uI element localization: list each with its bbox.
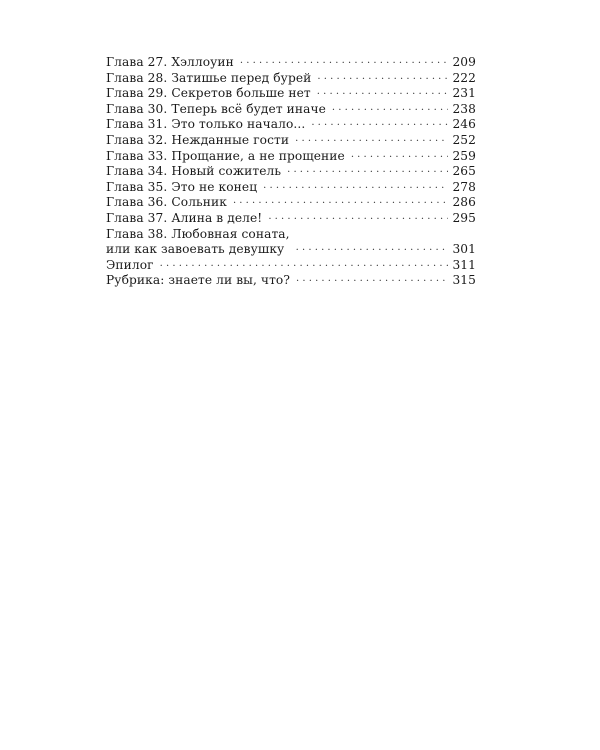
toc-entry-page: 295 (452, 210, 476, 225)
toc-entry[interactable] (106, 273, 476, 289)
toc-entry-title: Глава 32. Нежданные гости (106, 132, 290, 147)
toc-entry-title-line2: или как завоевать девушку (106, 242, 285, 257)
toc-entry-page: 286 (452, 195, 476, 210)
dot-leader (287, 162, 448, 178)
toc-entry-page: 301 (452, 242, 476, 257)
dot-leader (317, 84, 449, 100)
toc-entry-title: Глава 30. Теперь всё будет иначе (106, 101, 326, 116)
toc-entry-title: Глава 37. Алина в деле! (106, 210, 263, 225)
toc-entry-page: 315 (452, 273, 476, 288)
toc-entry-page: 259 (452, 148, 476, 163)
dot-leader (240, 53, 449, 69)
toc-entry-page: 209 (452, 55, 476, 69)
dot-leader (296, 271, 448, 287)
toc-entry-title: Глава 31. Это только начало... (106, 117, 306, 132)
toc-entry-page: 265 (452, 164, 476, 179)
dot-leader (233, 193, 448, 209)
toc-entry-page: 231 (452, 86, 476, 101)
toc-entry-page: 222 (452, 70, 476, 85)
dot-leader (268, 209, 448, 225)
table-of-contents (106, 55, 476, 289)
dot-leader (317, 69, 448, 85)
toc-entry-title: Глава 28. Затишье перед бурей (106, 70, 312, 85)
dot-leader (351, 147, 449, 163)
dot-leader (295, 131, 448, 147)
dot-leader (332, 100, 449, 116)
toc-entry-title: Эпилог (106, 257, 154, 272)
toc-entry-page: 311 (452, 257, 476, 272)
toc-entry-title: Рубрика: знаете ли вы, что? (106, 273, 290, 288)
toc-entry[interactable] (106, 227, 476, 258)
dot-leader (296, 240, 449, 256)
toc-entry-title: Глава 36. Сольник (106, 195, 227, 210)
toc-entry-title: Глава 29. Секретов больше нет (106, 86, 311, 101)
toc-entry-page: 278 (452, 179, 476, 194)
toc-entry-page: 238 (452, 101, 476, 116)
toc-entry[interactable] (106, 211, 476, 227)
toc-entry-page: 252 (452, 132, 476, 147)
toc-entry-page: 246 (452, 117, 476, 132)
toc-entry-title: Глава 35. Это не конец (106, 179, 258, 194)
toc-entry-title: Глава 34. Новый сожитель (106, 164, 282, 179)
toc-entry-title: Глава 33. Прощание, а не прощение (106, 148, 345, 163)
dot-leader (160, 256, 449, 272)
dot-leader (263, 178, 448, 194)
toc-entry-title: Глава 38. Любовная соната, (106, 226, 290, 241)
dot-leader (311, 115, 448, 131)
toc-entry-title: Глава 27. Хэллоуин (106, 55, 234, 69)
